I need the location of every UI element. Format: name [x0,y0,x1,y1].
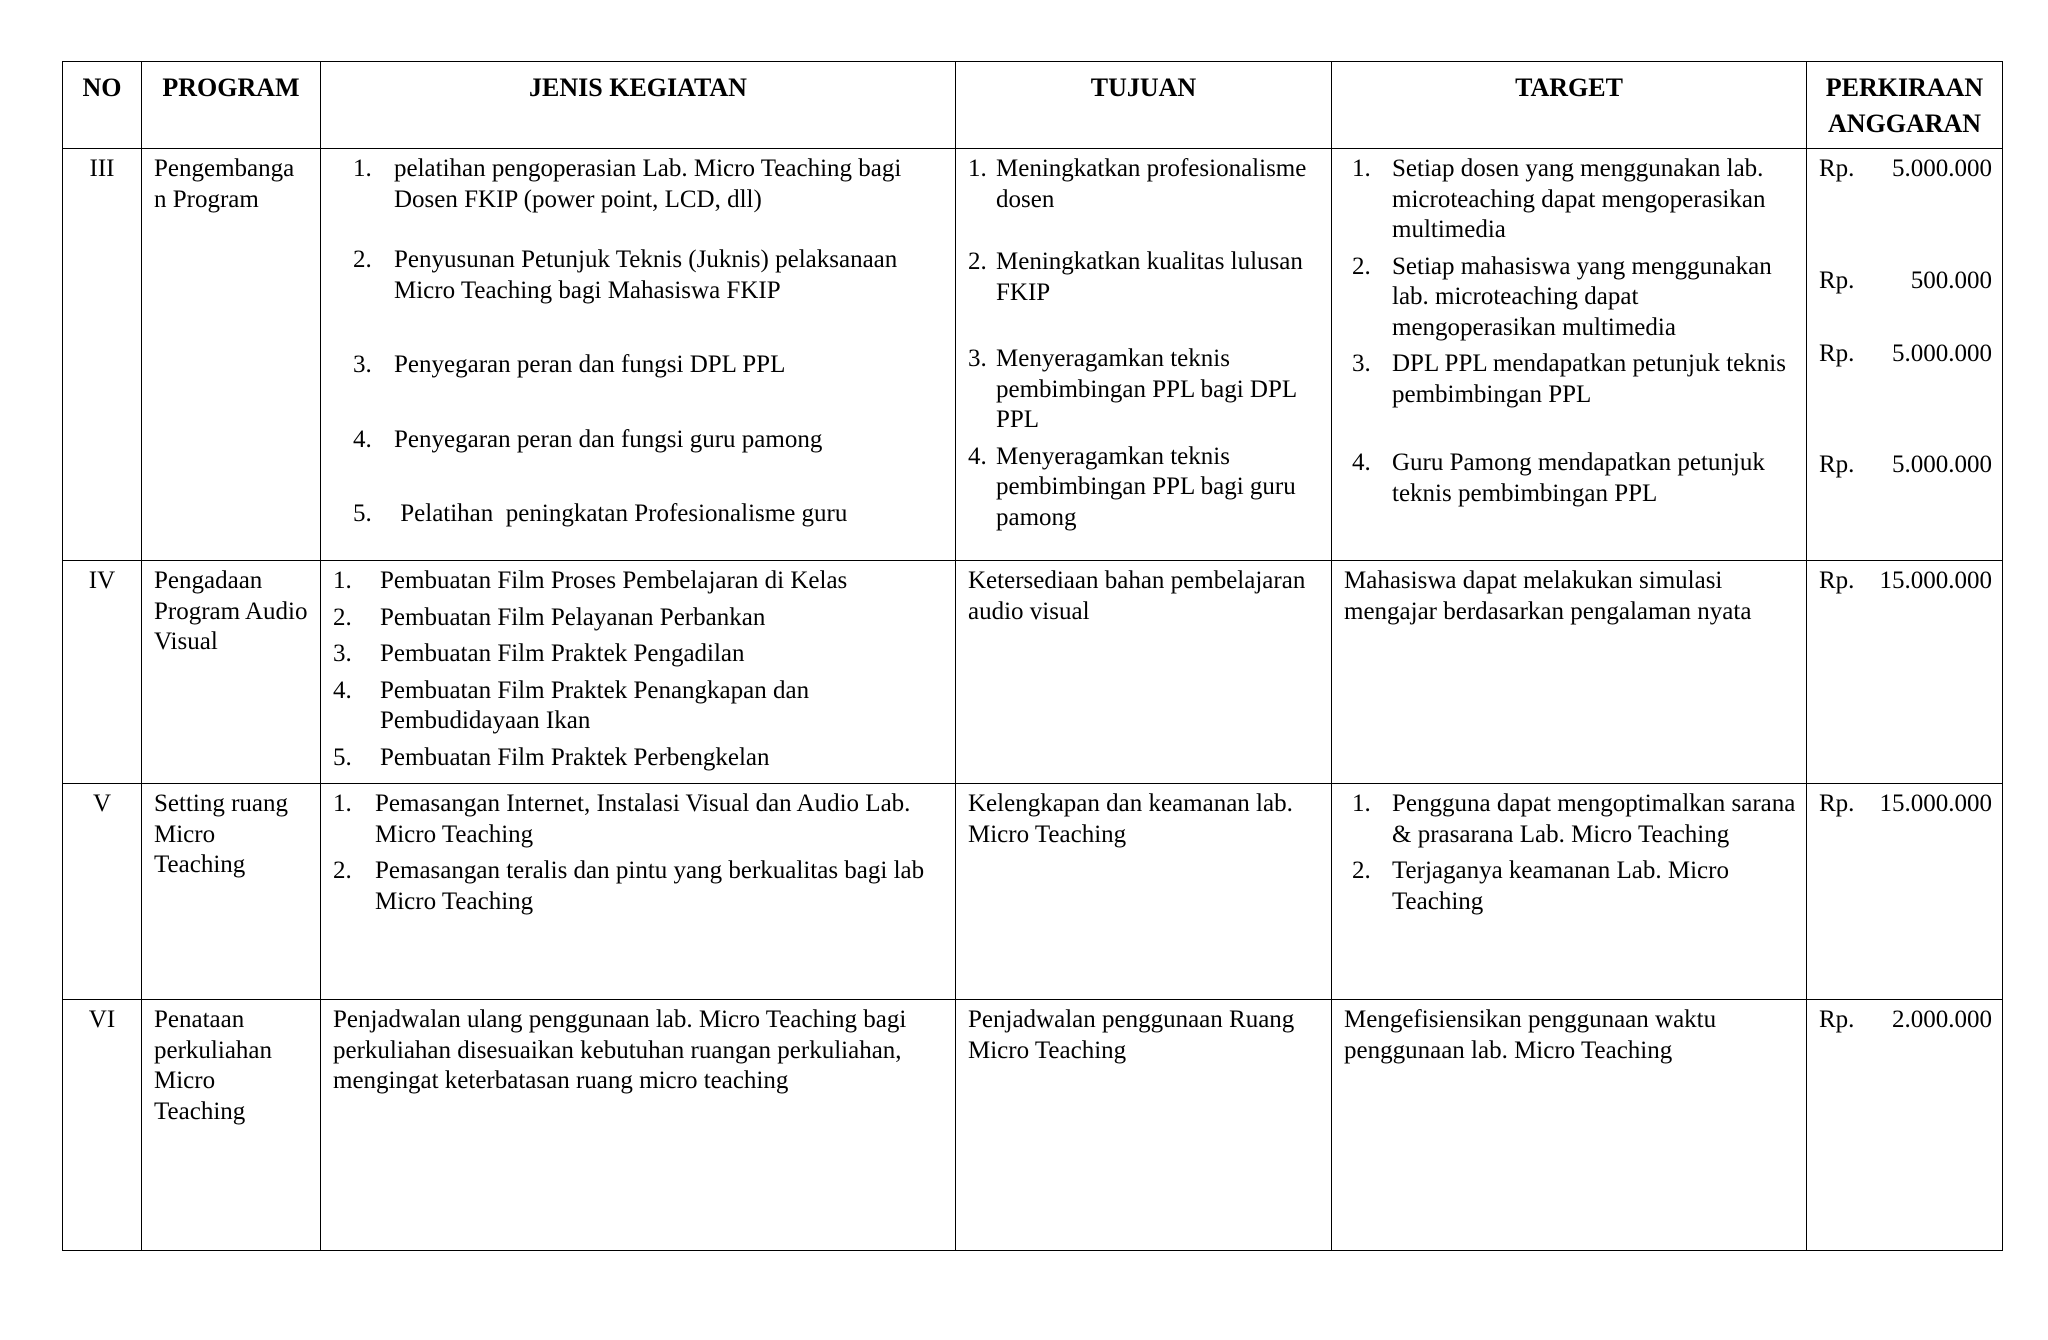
row-no: V [63,784,142,1000]
table-row [63,149,2003,561]
header-jenis-kegiatan: JENIS KEGIATAN [321,62,956,149]
list-item: 3. DPL PPL mendapatkan petunjuk teknis pembimbingan PPL [1352,350,1786,408]
row-no: VI [63,1000,142,1251]
list-item: 5. Pembuatan Film Praktek Perbengkelan [333,743,770,771]
list-item: 1. Pemasangan Internet, Instalasi Visual dan Audio Lab. Micro Teaching [333,790,911,848]
header-tujuan: TUJUAN [956,62,1332,149]
row-anggaran [1807,784,2003,1000]
list-item: 3. Penyegaran peran dan fungsi DPL PPL [353,351,786,378]
amount-line: Rp. 500.000 [1819,266,1992,294]
list-item: 2. Meningkatkan kualitas lulusan FKIP [968,248,1303,306]
amount-line: Rp. 5.000.000 [1819,450,1992,478]
list-item: 5. Pelatihan peningkatan Profesionalisme guru [353,500,848,527]
row-target [1332,784,1807,1000]
list-item: 4. Penyegaran peran dan fungsi guru pamong [353,425,823,453]
row-program: Setting ruang Micro Teaching [142,784,321,1000]
amount-line: Rp. 5.000.000 [1819,155,1992,182]
list-item: 2. Penyusunan Petunjuk Teknis (Juknis) pelaksanaan Micro Teaching bagi Mahasiswa FKIP [353,246,898,304]
row-jenis-kegiatan: Penjadwalan ulang penggunaan lab. Micro Teaching bagi perkuliahan disesuaikan kebutuhan ruangan perkuliahan, mengingat keterbatasan ruang micro teaching [321,1000,956,1251]
amount-line: Rp. 2.000.000 [1819,1006,1992,1033]
header-no: NO [63,62,142,149]
row-jenis-kegiatan [321,784,956,1000]
list-item: 2. Terjaganya keamanan Lab. Micro Teaching [1352,857,1729,915]
row-anggaran [1807,561,2003,784]
list-item: 1. Pembuatan Film Proses Pembelajaran di Kelas [333,567,848,594]
list-item: 2. Pemasangan teralis dan pintu yang berkualitas bagi lab Micro Teaching [333,857,925,915]
list-item: 1. pelatihan pengoperasian Lab. Micro Teaching bagi Dosen FKIP (power point, LCD, dll) [353,155,902,213]
list-item: 1. Setiap dosen yang menggunakan lab. microteaching dapat mengoperasikan multimedia [1352,155,1766,243]
row-program: Penataan perkuliahan Micro Teaching [142,1000,321,1251]
header-anggaran-line-2: ANGGARAN [1827,109,1982,138]
header-program: PROGRAM [142,62,321,149]
row-no: III [63,149,142,561]
row-target [1332,149,1807,561]
list-item: 1. Pengguna dapat mengoptimalkan sarana & prasarana Lab. Micro Teaching [1352,790,1796,848]
table-row [63,561,2003,784]
table-row [63,784,2003,1000]
list-item: 3. Pembuatan Film Praktek Pengadilan [333,640,745,667]
list-item: 4. Pembuatan Film Praktek Penangkapan dan Pembudidayaan Ikan [333,676,810,734]
row-anggaran [1807,1000,2003,1251]
row-no: IV [63,561,142,784]
table-row [63,1000,2003,1251]
row-tujuan: Kelengkapan dan keamanan lab. Micro Teaching [956,784,1332,1000]
row-target: Mengefisiensikan penggunaan waktu penggunaan lab. Micro Teaching [1332,1000,1807,1251]
header-perkiraan-anggaran [1807,62,2003,149]
row-tujuan: Ketersediaan bahan pembelajaran audio visual [956,561,1332,784]
header-target: TARGET [1332,62,1807,149]
list-item: 1. Meningkatkan profesionalisme dosen [968,155,1307,213]
row-tujuan [956,149,1332,561]
row-target: Mahasiswa dapat melakukan simulasi mengajar berdasarkan pengalaman nyata [1332,561,1807,784]
row-jenis-kegiatan [321,149,956,561]
amount-line: Rp. 5.000.000 [1819,340,1992,367]
row-anggaran [1807,149,2003,561]
list-item: 3. Menyeragamkan teknis pembimbingan PPL bagi DPL PPL [968,345,1297,433]
row-tujuan: Penjadwalan penggunaan Ruang Micro Teaching [956,1000,1332,1251]
header-row [63,62,2003,149]
amount-line: Rp. 15.000.000 [1819,567,1992,594]
row-program: Pengembanga n Program [142,149,321,561]
list-item: 4. Guru Pamong mendapatkan petunjuk teknis pembimbingan PPL [1352,449,1765,507]
list-item: 2. Pembuatan Film Pelayanan Perbankan [333,603,766,631]
row-program: Pengadaan Program Audio Visual [142,561,321,784]
budget-table [62,61,2003,1251]
list-item: 4. Menyeragamkan teknis pembimbingan PPL bagi guru pamong [968,442,1296,531]
row-jenis-kegiatan [321,561,956,784]
header-anggaran-line-1: PERKIRAAN [1825,73,1984,102]
list-item: 2. Setiap mahasiswa yang menggunakan lab. microteaching dapat mengoperasikan multimedia [1352,252,1772,341]
amount-line: Rp. 15.000.000 [1819,790,1992,817]
